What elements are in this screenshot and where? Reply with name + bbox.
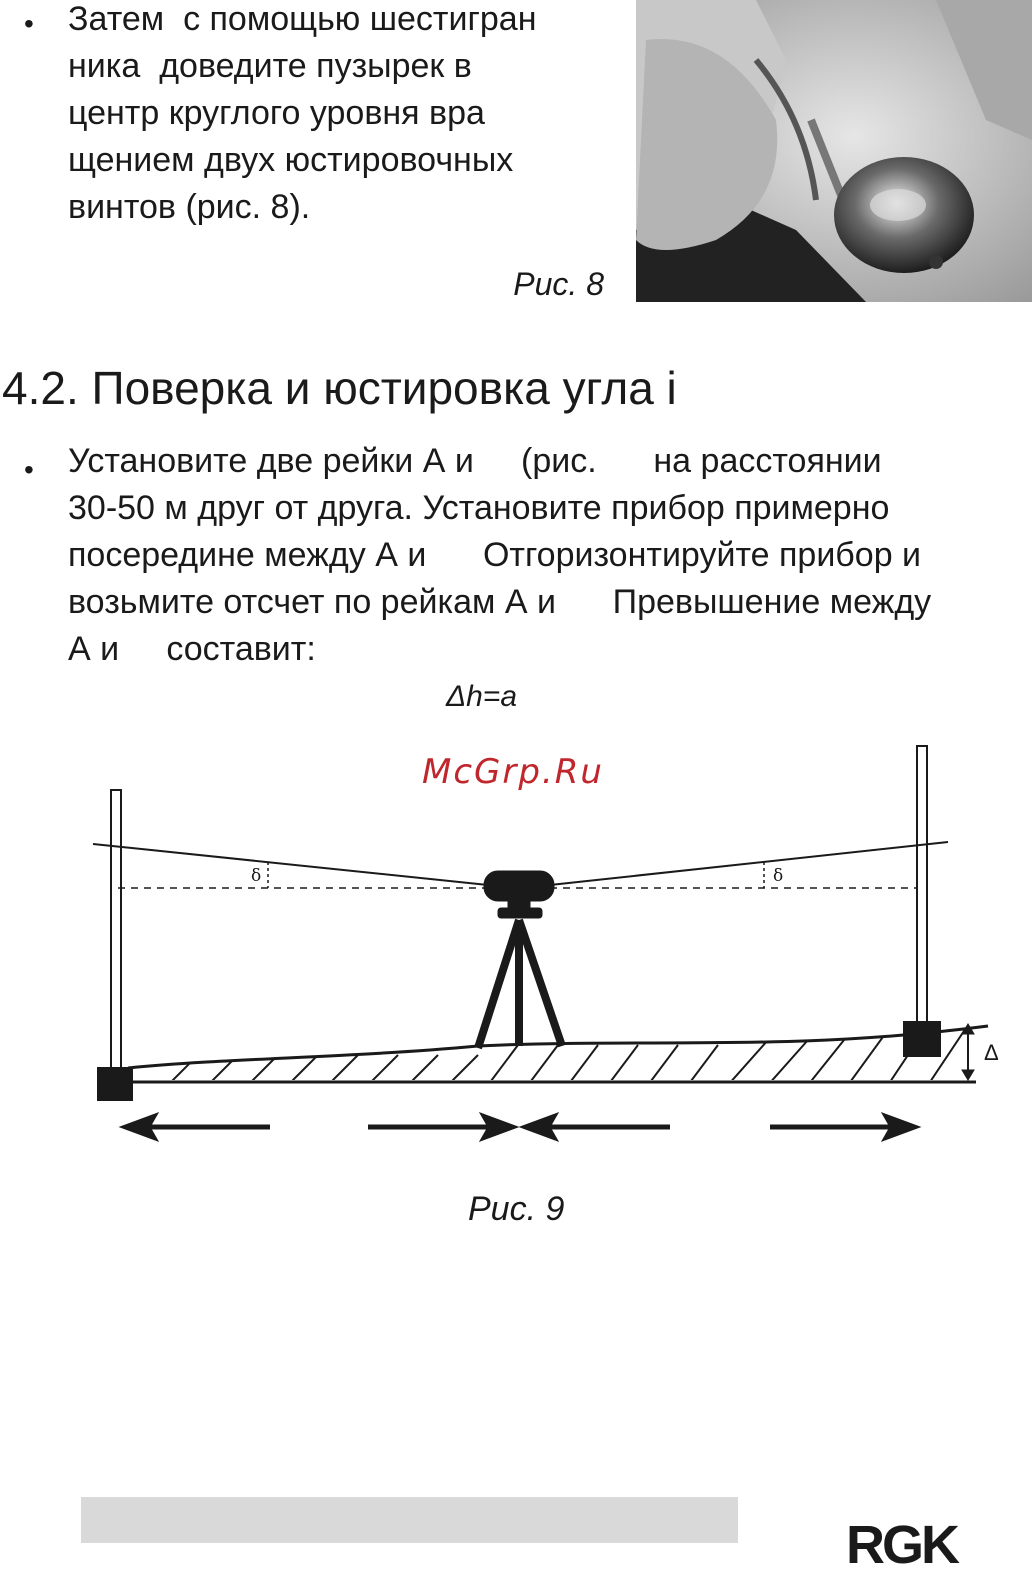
text-line: Установите две рейки А и (рис. на расстоянии: [68, 442, 882, 480]
text-line: возьмите отсчет по рейкам А и Превышение между: [68, 583, 932, 621]
height-difference-marker: [962, 1024, 974, 1080]
leveling-rod-left-icon: [97, 790, 133, 1101]
hand-adjusting-circular-level-photo: [636, 0, 1032, 302]
text-line: винтов (рис. 8).: [68, 188, 311, 226]
brand-logo: RGK: [846, 1515, 957, 1575]
figure-9-caption: Рис. 9: [468, 1190, 565, 1228]
delta-label-left: δ: [251, 866, 262, 886]
main-paragraph: [68, 438, 1028, 673]
text-line: 30-50 м друг от друга. Установите прибор примерно: [68, 489, 890, 527]
top-paragraph: [68, 0, 628, 231]
section-heading: 4.2. Поверка и юстировка угла i: [2, 362, 677, 414]
distance-arrow-icon: [120, 1113, 920, 1141]
text-line: посередине между А и Отгоризонтируйте прибор и: [68, 536, 922, 574]
figure-8-caption: Рис. 8: [513, 266, 604, 302]
text-line: Затем с помощью шестигран: [68, 0, 537, 38]
text-line: щением двух юстировочных: [68, 141, 514, 179]
text-line: ника доведите пузырек в: [68, 47, 472, 85]
watermark: McGrp.Ru: [422, 752, 604, 792]
leveling-diagram: [88, 740, 1018, 1150]
bullet: •: [24, 8, 34, 39]
formula: Δh=a: [446, 680, 518, 713]
bullet: •: [24, 454, 34, 485]
text-line: центр круглого уровня вра: [68, 94, 485, 132]
height-label: Δ: [984, 1040, 999, 1065]
leveling-rod-right-icon: [903, 746, 941, 1057]
delta-label-right: δ: [773, 866, 784, 886]
footer-bar: [81, 1497, 738, 1543]
text-line: А и составит:: [68, 630, 316, 668]
tripod-level-icon: [478, 871, 562, 1048]
